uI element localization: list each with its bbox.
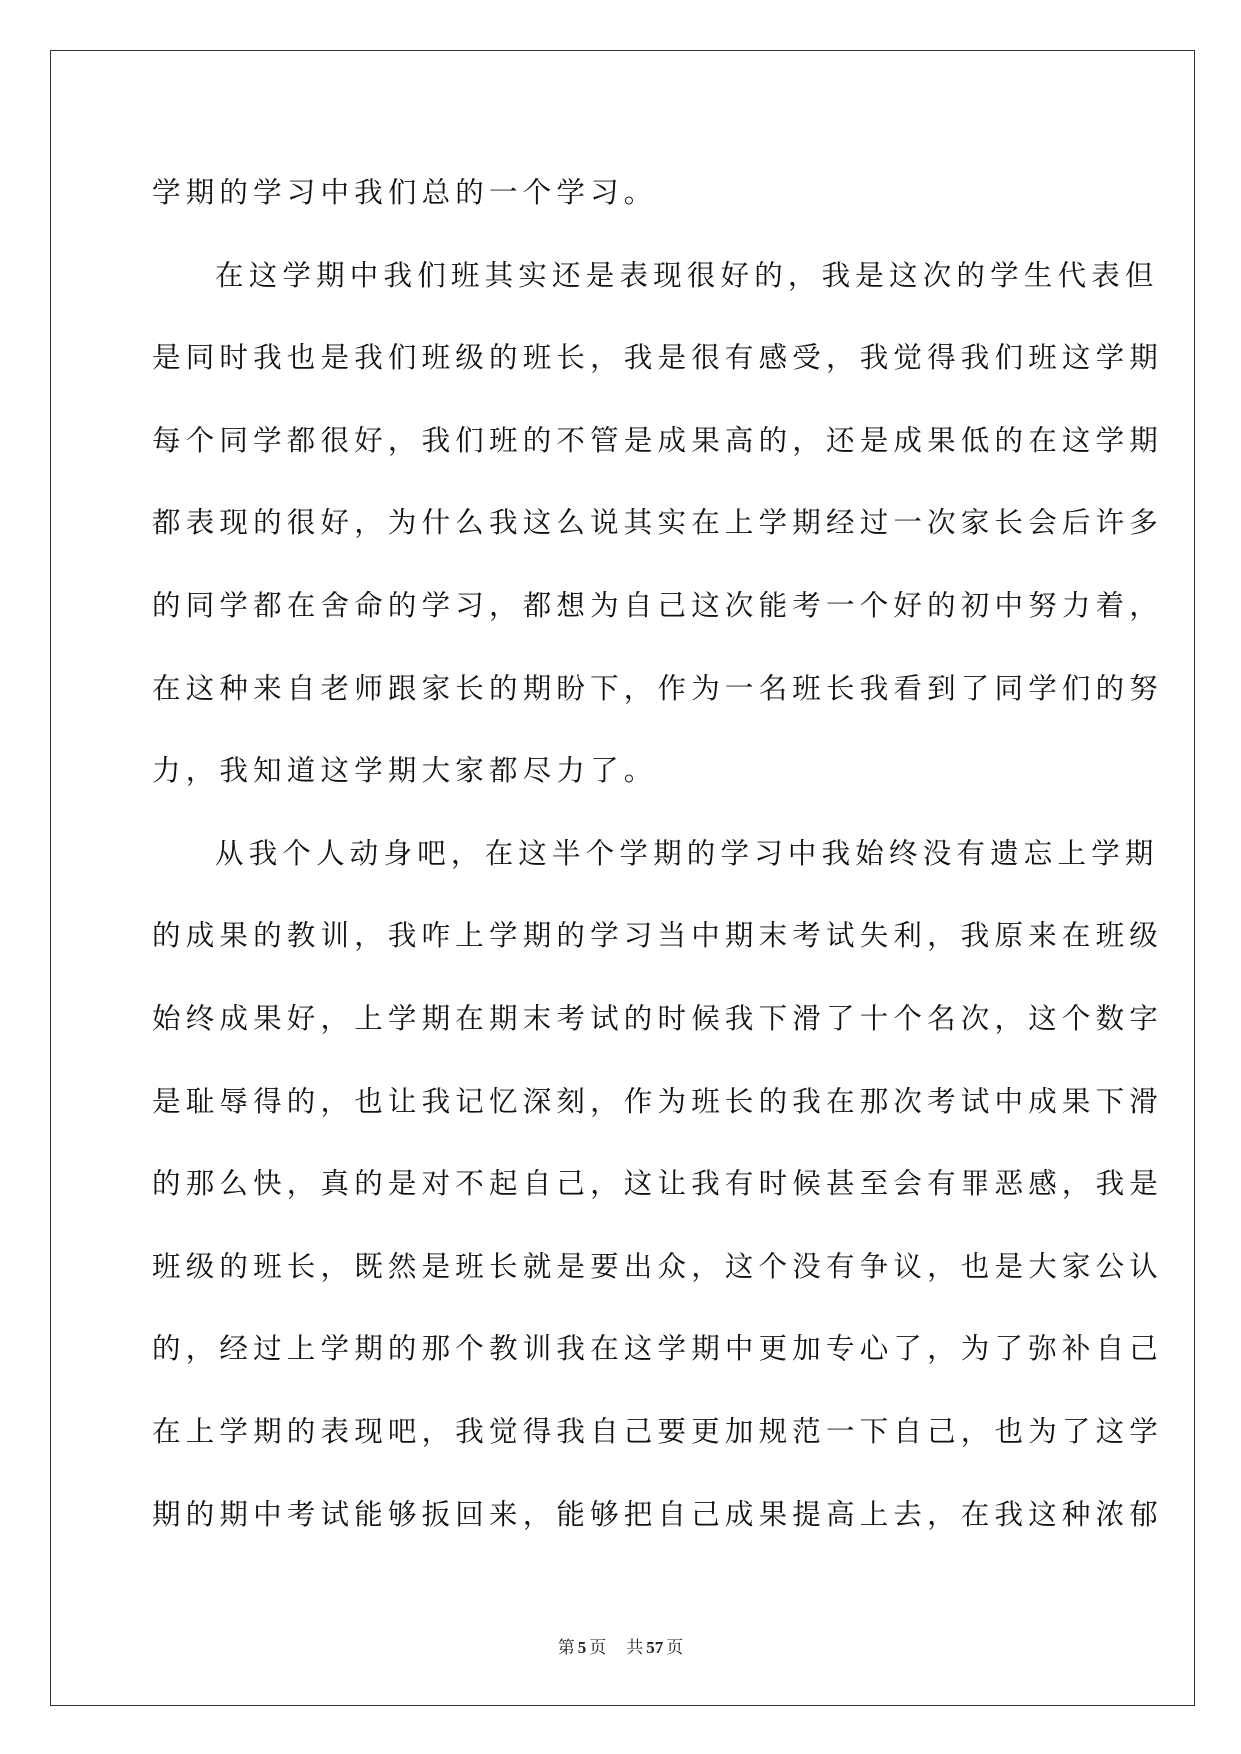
- text-line: 的那么快，真的是对不起自己，这让我有时候甚至会有罪恶感，我是: [152, 1167, 1164, 1201]
- page-prefix: 第: [557, 1638, 575, 1657]
- text-line: 始终成果好，上学期在期末考试的时候我下滑了十个名次，这个数字: [152, 1001, 1164, 1035]
- text-line: 在上学期的表现吧，我觉得我自己要更加规范一下自己，也为了这学: [152, 1414, 1164, 1448]
- text-line: 期的期中考试能够扳回来，能够把自己成果提高上去，在我这种浓郁: [152, 1497, 1164, 1531]
- text-line: 班级的班长，既然是班长就是要出众，这个没有争议，也是大家公认: [152, 1249, 1164, 1283]
- total-suffix: 页: [666, 1638, 684, 1657]
- text-line: 学期的学习中我们总的一个学习。: [152, 176, 658, 209]
- text-line: 的成果的教训，我咋上学期的学习当中期末考试失利，我原来在班级: [152, 919, 1164, 953]
- text-line: 的同学都在舍命的学习，都想为自己这次能考一个好的初中努力着，: [152, 588, 1164, 622]
- document-body: [152, 152, 1164, 1556]
- text-line: 是同时我也是我们班级的班长，我是很有感受，我觉得我们班这学期: [152, 341, 1164, 375]
- text-line: 在这种来自老师跟家长的期盼下，作为一名班长我看到了同学们的努: [152, 671, 1164, 705]
- page-suffix: 页: [589, 1638, 607, 1657]
- text-line: 都表现的很好，为什么我这么说其实在上学期经过一次家长会后许多: [152, 506, 1164, 540]
- total-pages: 57: [646, 1638, 664, 1657]
- paragraph-start-line: 从我个人动身吧，在这半个学期的学习中我始终没有遗忘上学期: [215, 836, 1159, 870]
- text-line: 是耻辱得的，也让我记忆深刻，作为班长的我在那次考试中成果下滑: [152, 1084, 1164, 1118]
- text-line: 力，我知道这学期大家都尽力了。: [152, 754, 658, 788]
- text-line: 每个同学都很好，我们班的不管是成果高的，还是成果低的在这学期: [152, 423, 1164, 457]
- paragraph-start-line: 在这学期中我们班其实还是表现很好的，我是这次的学生代表但: [215, 258, 1159, 292]
- page-number: 5: [577, 1638, 587, 1657]
- text-line: 的，经过上学期的那个教训我在这学期中更加专心了，为了弥补自己: [152, 1332, 1164, 1366]
- page-footer: [0, 1633, 1241, 1658]
- total-prefix: 共: [626, 1638, 644, 1657]
